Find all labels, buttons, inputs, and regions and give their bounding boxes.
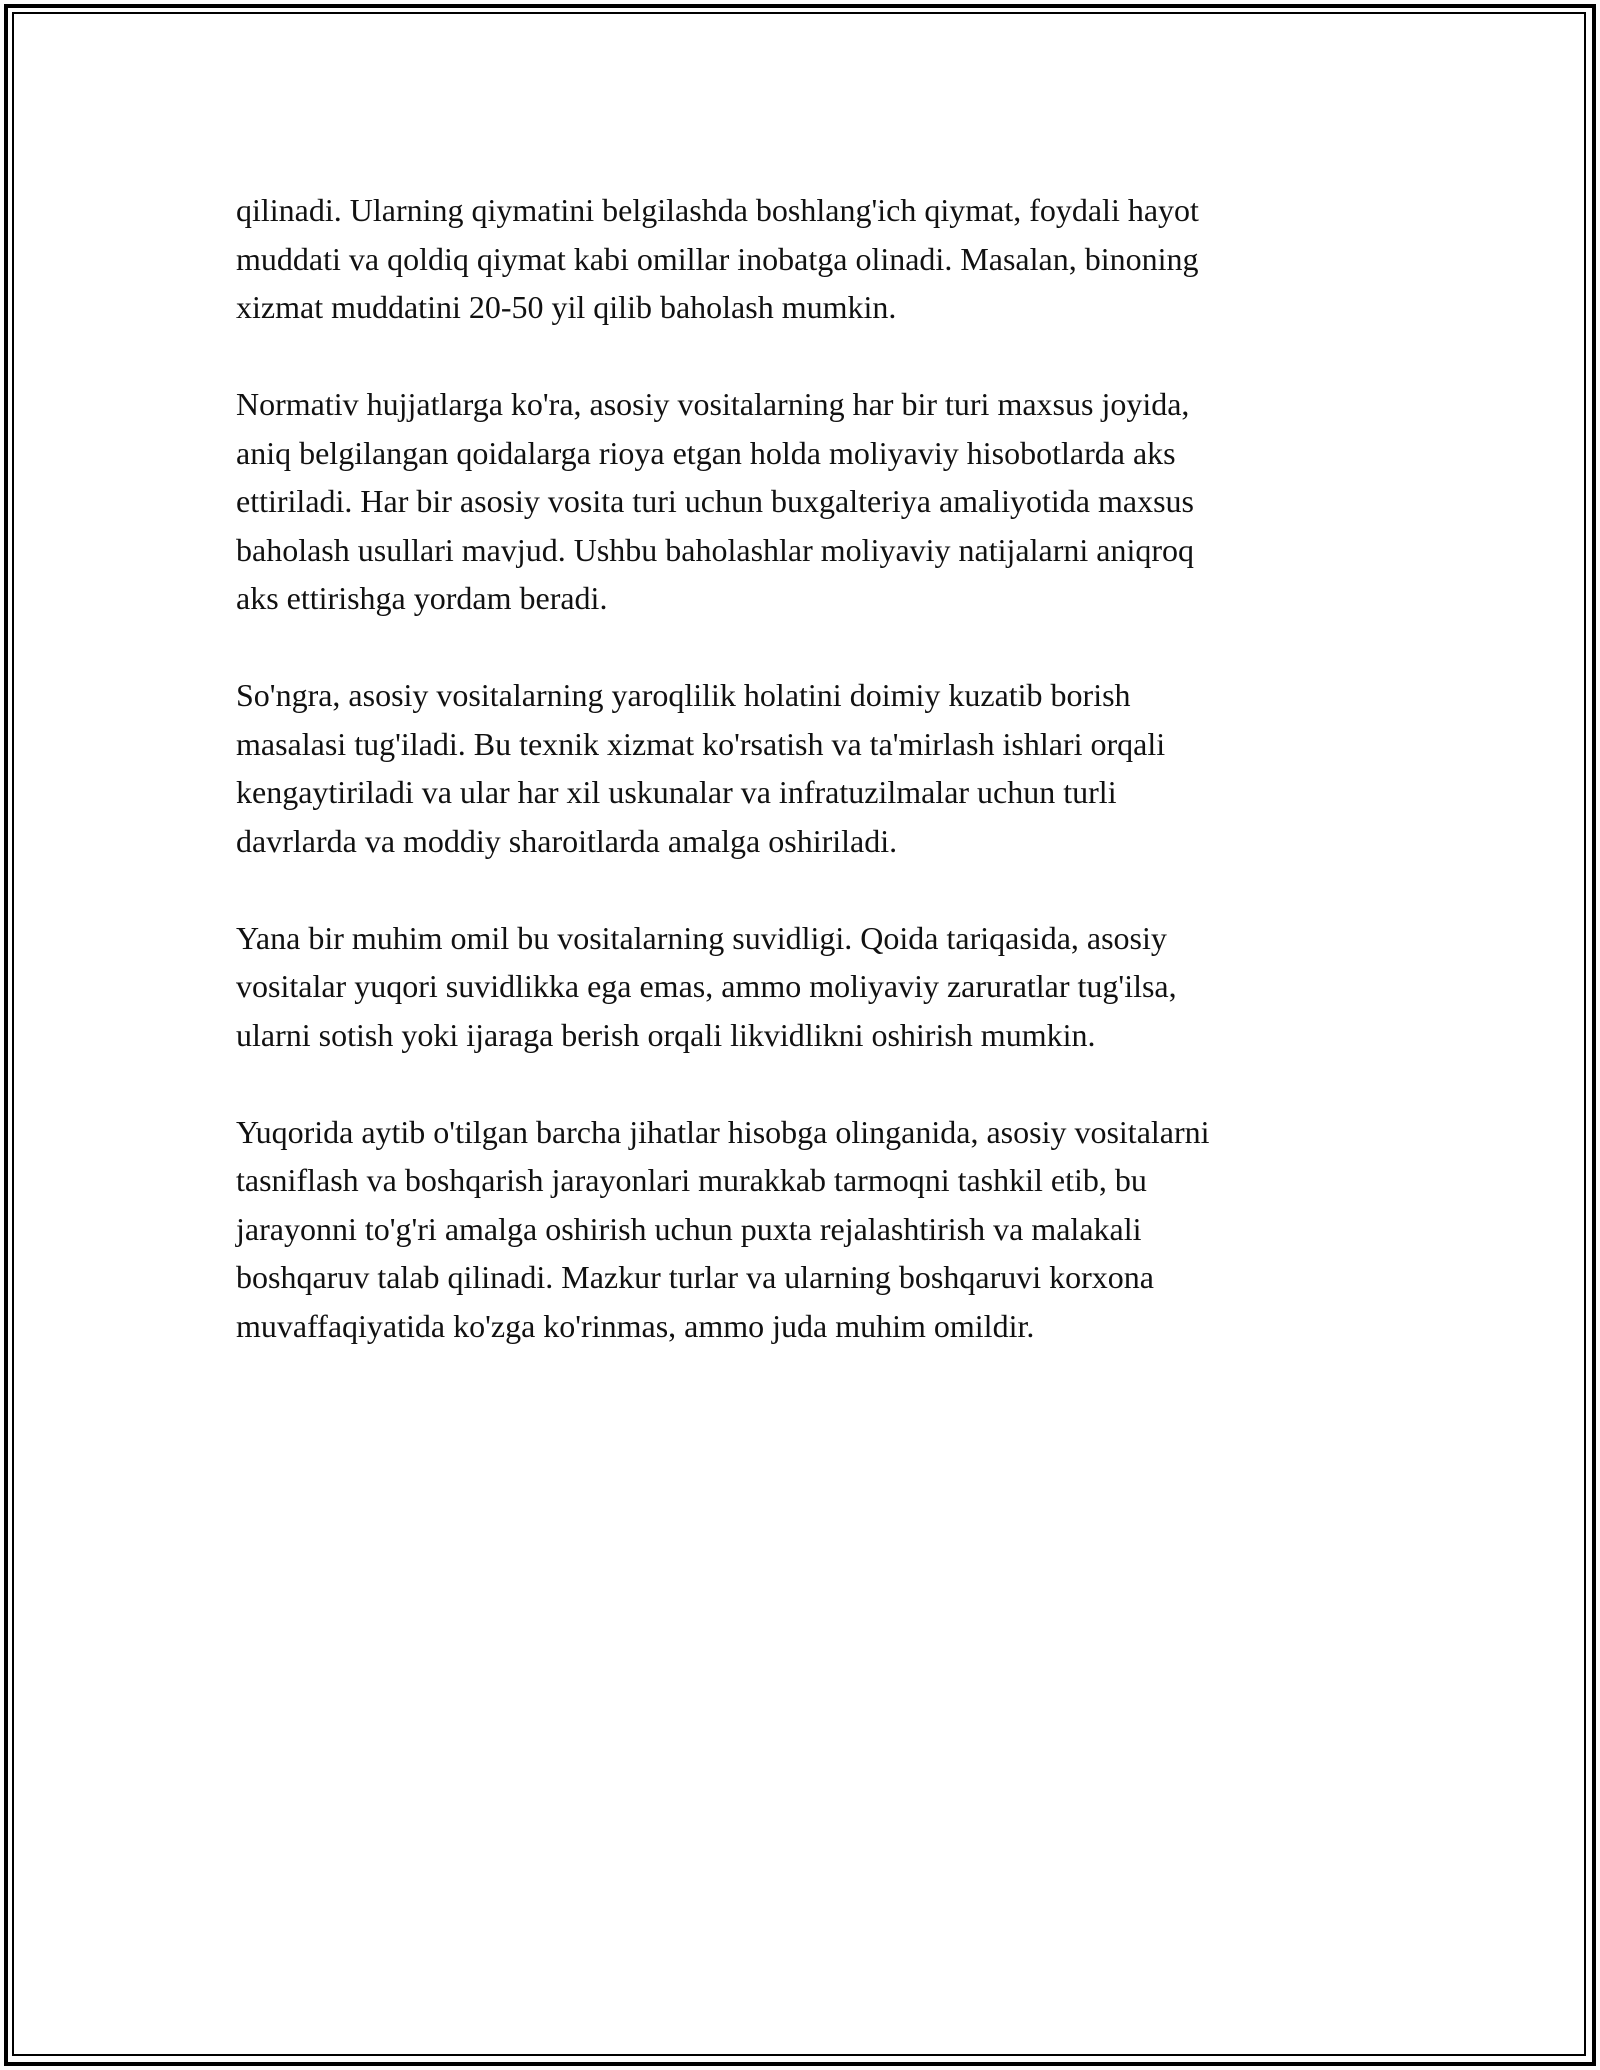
text-line: davrlarda va moddiy sharoitlarda amalga oshiriladi. [236, 822, 898, 859]
text-line: ularni sotish yoki ijaraga berish orqali likvidlikni oshirish mumkin. [236, 1016, 1096, 1053]
text-line: So'ngra, asosiy vositalarning yaroqlilik holatini doimiy kuzatib borish [236, 677, 1131, 713]
text-line: vositalar yuqori suvidlikka ega emas, ammo moliyaviy zaruratlar tug'ilsa, [236, 968, 1177, 1004]
text-line: boshqaruv talab qilinadi. Mazkur turlar va ularning boshqaruvi korxona [236, 1259, 1154, 1295]
text-line: aks ettirishga yordam beradi. [236, 580, 608, 616]
text-line: baholash usullari mavjud. Ushbu baholashlar moliyaviy natijalarni aniqroq [236, 531, 1195, 568]
text-line: masalasi tug'iladi. Bu texnik xizmat ko'rsatish va ta'mirlash ishlari orqali [236, 725, 1166, 762]
text-line: tasniflash va boshqarish jarayonlari murakkab tarmoqni tashkil etib, bu [236, 1162, 1147, 1198]
text-line: ettiriladi. Har bir asosiy vosita turi uchun buxgalteriya amaliyotida maxsus [236, 483, 1194, 519]
paragraph-4 [236, 914, 1386, 1060]
text-line: kengaytiriladi va ular har xil uskunalar va infratuzilmalar uchun turli [236, 774, 1117, 810]
document-body [236, 186, 1386, 1399]
text-line: muvaffaqiyatida ko'zga ko'rinmas, ammo juda muhim omildir. [236, 1307, 1035, 1344]
paragraph-1 [236, 186, 1386, 332]
text-line: jarayonni to'g'ri amalga oshirish uchun puxta rejalashtirish va malakali [236, 1210, 1142, 1247]
paragraph-2 [236, 380, 1386, 623]
text-line: xizmat muddatini 20-50 yil qilib baholash mumkin. [236, 289, 897, 325]
paragraph-5 [236, 1108, 1386, 1351]
text-line: Normativ hujjatlarga ko'ra, asosiy vositalarning har bir turi maxsus joyida, [236, 386, 1190, 422]
text-line: qilinadi. Ularning qiymatini belgilashda boshlang'ich qiymat, foydali hayot [236, 192, 1199, 228]
paragraph-3 [236, 671, 1386, 865]
text-line: Yana bir muhim omil bu vositalarning suvidligi. Qoida tariqasida, asosiy [236, 919, 1167, 956]
text-line: muddati va qoldiq qiymat kabi omillar inobatga olinadi. Masalan, binoning [236, 240, 1199, 277]
text-line: aniq belgilangan qoidalarga rioya etgan holda moliyaviy hisobotlarda aks [236, 434, 1176, 471]
text-line: Yuqorida aytib o'tilgan barcha jihatlar hisobga olinganida, asosiy vositalarni [236, 1113, 1210, 1150]
